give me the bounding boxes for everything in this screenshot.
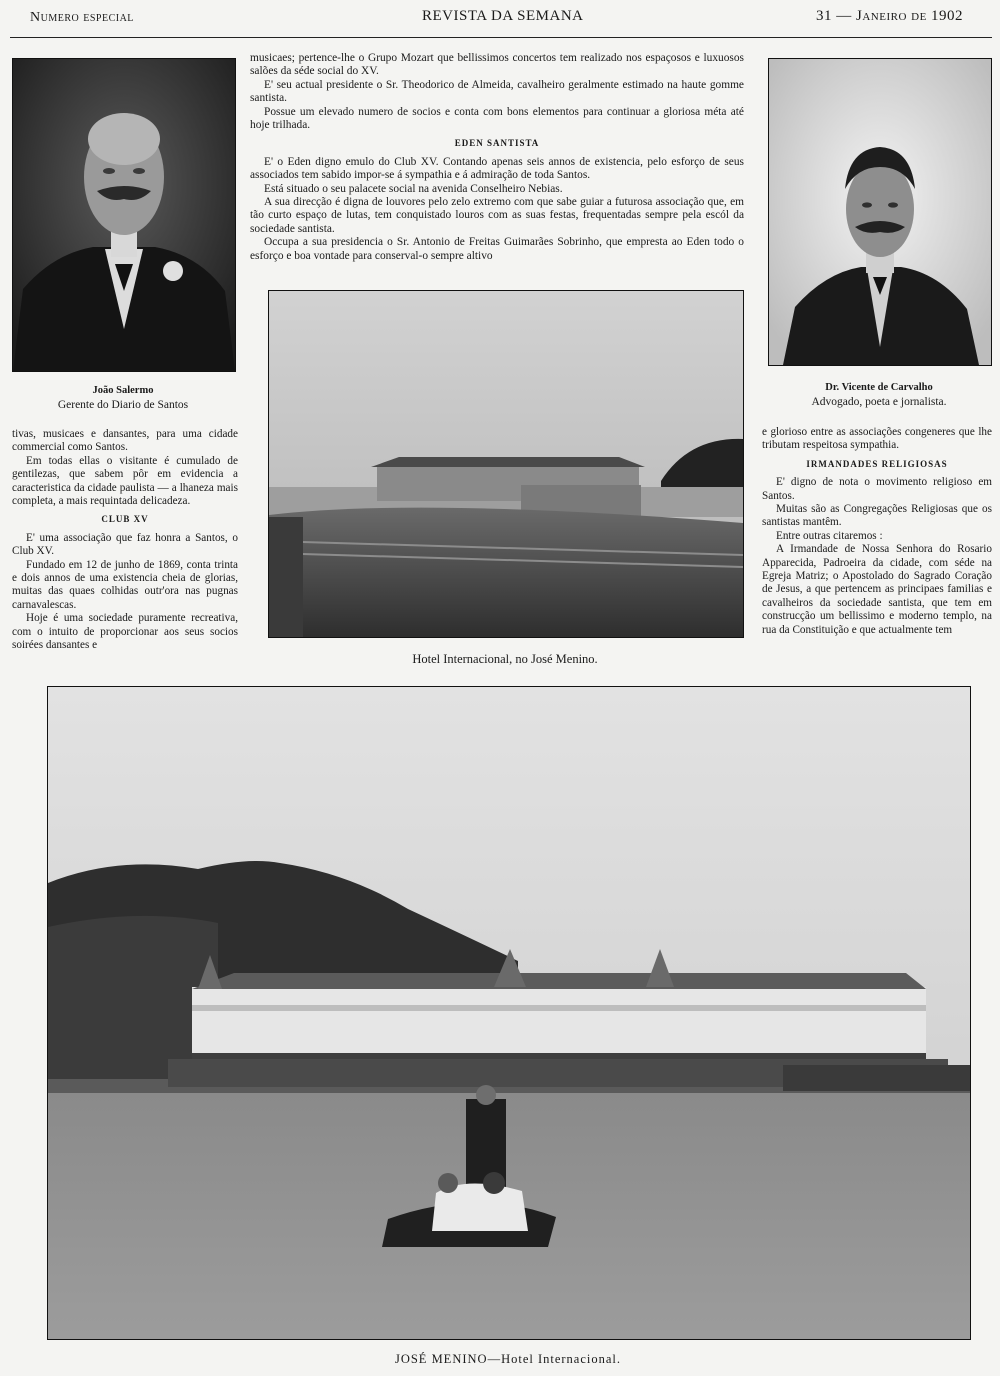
jose-menino-hotel-photo	[47, 686, 971, 1340]
portrait-left-role: Gerente do Diario de Santos	[57, 399, 189, 411]
publication-title: REVISTA DA SEMANA	[422, 8, 584, 24]
section-heading-club-xv: CLUB XV	[101, 514, 149, 525]
right-text-column	[762, 426, 992, 637]
center-paragraph-2: E' seu actual presidente o Sr. Theodorico de Almeida, cavalheiro geralmente estimado na haute gomme santista.	[250, 78, 744, 105]
portrait-joao-salermo	[12, 58, 236, 372]
right-paragraph-4: Entre outras citaremos :	[776, 529, 883, 542]
hotel-internacional-photo	[268, 290, 744, 638]
section-heading-irmandades: IRMANDADES RELIGIOSAS	[806, 458, 948, 469]
left-paragraph-4: Fundado em 12 de junho de 1869, conta trinta e dois annos de uma existencia cheia de glorias, muitas das quaes colhidas outr'ora nas pugnas carnavalescas.	[12, 558, 238, 611]
edition-label: Numero especial	[30, 10, 134, 25]
portrait-right-name: Dr. Vicente de Carvalho	[825, 382, 933, 393]
right-paragraph-2: E' digno de nota o movimento religioso em Santos.	[762, 476, 992, 502]
issue-date: 31 — Janeiro de 1902	[816, 8, 964, 24]
center-paragraph-7: Occupa a sua presidencia o Sr. Antonio de Freitas Guimarães Sobrinho, que empresta ao Eden todo o esforço e boa vontade para conserval-o sempre altivo	[250, 236, 744, 262]
portrait-right-role: Advogado, poeta e jornalista.	[811, 396, 947, 408]
left-paragraph-5: Hoje é uma sociedade puramente recreativa, com o intuito de proporcionar aos seus socios soirées dansantes e	[12, 612, 238, 652]
center-paragraph-1: musicaes; pertence-lhe o Grupo Mozart que bellissimos concertos tem realizado nos espaçosos e luxuosos salões da séde social do XV.	[250, 52, 744, 78]
header-rule	[10, 37, 992, 38]
center-paragraph-3: Possue um elevado numero de socios e conta com bons elementos para continuar a gloriosa méta até hoje trilhada.	[250, 105, 744, 132]
left-paragraph-2: Em todas ellas o visitante é cumulado de gentilezas, que sabem pôr em evidencia a caracteristica da cidade paulista — a lhaneza mais completa, a mais requintada delicadeza.	[12, 454, 238, 508]
center-text-column	[250, 52, 744, 263]
left-text-column	[12, 428, 238, 653]
right-paragraph-1: e glorioso entre as associações congeneres que lhe tributam respeitosa sympathia.	[762, 426, 992, 452]
left-paragraph-1: tivas, musicaes e dansantes, para uma cidade commercial como Santos.	[12, 428, 238, 454]
portrait-vicente-de-carvalho	[768, 58, 992, 366]
portrait-left-name: João Salermo	[92, 385, 154, 396]
section-heading-eden-santista: EDEN SANTISTA	[454, 138, 540, 149]
bottom-photo-caption: JOSÉ MENINO—Hotel Internacional.	[394, 1352, 622, 1366]
portrait-right-caption	[764, 380, 994, 410]
center-paragraph-4: E' o Eden digno emulo do Club XV. Contando apenas seis annos de existencia, pelo esforço de seus associados tem sabido impor-se á sympathia e á admiração de toda Santos.	[250, 155, 744, 182]
page-header	[10, 6, 992, 30]
left-paragraph-3: E' uma associação que faz honra a Santos, o Club XV.	[12, 531, 238, 558]
middle-photo-caption: Hotel Internacional, no José Menino.	[412, 652, 598, 666]
right-paragraph-3: Muitas são as Congregações Religiosas que os santistas mantêm.	[762, 503, 992, 529]
center-paragraph-5: Está situado o seu palacete social na avenida Conselheiro Nebias.	[264, 182, 563, 195]
right-paragraph-5: A Irmandade de Nossa Senhora do Rosario Apparecida, Padroeira da cidade, com séde na Egreja Matriz; o Apostolado do Sagrado Coração de Jesus, a que pertencem as principaes familias e cavalheiros da sociedade santista, que tem em construcção um bellissimo e moderno templo, na rua da Constituição e que actualmente tem	[762, 543, 992, 636]
center-paragraph-6: A sua direcção é digna de louvores pelo zelo extremo com que sabe guiar a futurosa associação que, em tão curto espaço de lutas, tem conquistado louros com as suas festas, frequentadas sempre pela escól da sociedade santista.	[250, 196, 744, 235]
portrait-left-caption	[12, 383, 234, 413]
